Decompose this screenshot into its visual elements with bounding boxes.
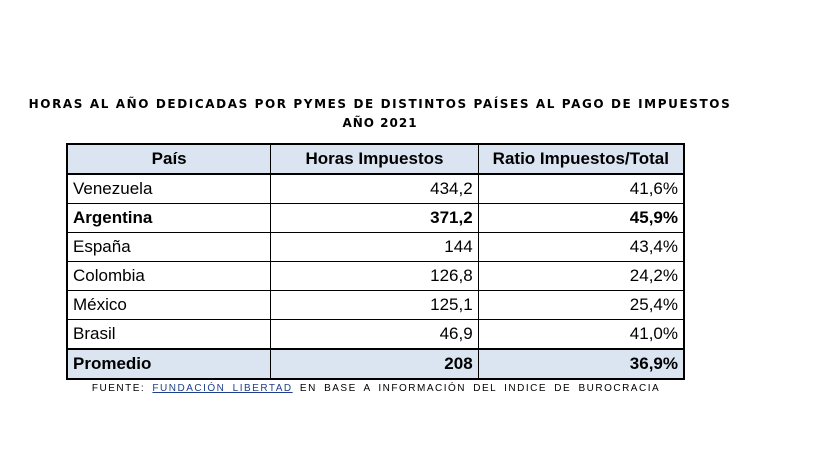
cell-country: Brasil — [67, 320, 271, 350]
cell-hours: 371,2 — [271, 204, 478, 233]
cell-hours: 144 — [271, 233, 478, 262]
tax-hours-table — [66, 143, 685, 380]
cell-hours: 125,1 — [271, 291, 478, 320]
table-row — [67, 233, 684, 262]
cell-country: España — [67, 233, 271, 262]
cell-ratio: 41,0% — [478, 320, 684, 350]
cell-country: Colombia — [67, 262, 271, 291]
cell-country: México — [67, 291, 271, 320]
table-header-row — [67, 144, 684, 174]
table-row-highlighted — [67, 204, 684, 233]
source-prefix: FUENTE: — [91, 383, 146, 394]
cell-hours: 434,2 — [271, 174, 478, 204]
table-row — [67, 174, 684, 204]
cell-hours: 126,8 — [271, 262, 478, 291]
cell-country: Venezuela — [67, 174, 271, 204]
header-hours: Horas Impuestos — [271, 144, 478, 174]
table-row — [67, 262, 684, 291]
cell-country: Argentina — [67, 204, 271, 233]
cell-ratio: 24,2% — [478, 262, 684, 291]
cell-ratio: 43,4% — [478, 233, 684, 262]
page-subtitle-year: AÑO 2021 — [342, 116, 418, 130]
header-ratio: Ratio Impuestos/Total — [478, 144, 684, 174]
table-average-row — [67, 349, 684, 379]
source-note — [0, 383, 752, 394]
cell-ratio: 25,4% — [478, 291, 684, 320]
source-link[interactable]: FUNDACIÓN LIBERTAD — [152, 383, 293, 394]
page-title: HORAS AL AÑO DEDICADAS POR PYMES DE DISTINTOS PAÍSES AL PAGO DE IMPUESTOS — [28, 97, 732, 111]
cell-ratio: 41,6% — [478, 174, 684, 204]
cell-hours: 46,9 — [271, 320, 478, 350]
cell-average-hours: 208 — [271, 349, 478, 379]
source-suffix: EN BASE A INFORMACIÓN DEL INDICE DE BUROCRACIA — [299, 383, 661, 394]
header-country: País — [67, 144, 271, 174]
cell-average-ratio: 36,9% — [478, 349, 684, 379]
table-row — [67, 320, 684, 350]
cell-ratio: 45,9% — [478, 204, 684, 233]
cell-average-label: Promedio — [67, 349, 271, 379]
table-row — [67, 291, 684, 320]
